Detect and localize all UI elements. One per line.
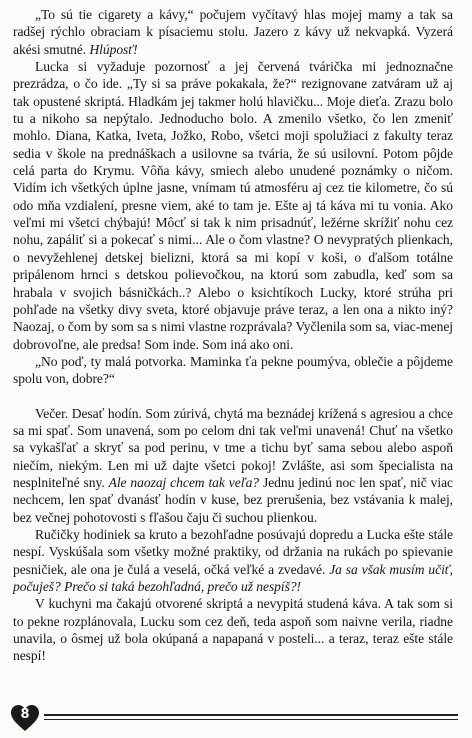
paragraph-4 bbox=[13, 405, 453, 526]
paragraph-4-tail: Jednu jedinú noc len spať, nič viac nechcem, len spať dvanásť hodín v kuse, bez prerušenia, bez vstávania k malej, bez večnej pohotovosti s fľašou čaju či suchou plienkou. bbox=[13, 474, 454, 525]
paragraph-3: „No poď, ty malá potvorka. Maminka ťa pekne poumýva, oblečie a pôjdeme spolu von, dobre?“ bbox=[13, 353, 453, 387]
paragraph-2: Lucka si vyžaduje pozornosť a jej červená tvárička mi jednoznačne prezrádza, o čo ide. „Ty si sa práve pokakala, že?“ rezignovane zatváram už aj tak opustené skriptá. Hladkám jej takmer holú hlavičku... Moje dieťa. Zrazu bolo tu a nikoho sa nepýtalo. Jednoducho bolo. A zmenilo všetko, čo len zmeniť mohlo. Diana, Katka, Iveta, Jožko, Robo, všetci moji spolužiaci z fakulty teraz sedia v škole na prednáškach a usilovne sa tvária, že sú usilovní. Potom pôjde celá parta do Krymu. Vôňa kávy, smiech alebo unudené poznámky o ničom. Vidím ich všetkých úplne jasne, vnímam tú atmosféru aj cez tie kilometre, čo sú odo mňa vzdialení, presne viem, aké to tam je. Ešte aj tá káva mi tu vonia. Ako veľmi mi všetci chýbajú! Môcť si tak k nim prisadnúť, ležérne skrížiť nohu cez nohu, zapáliť si a pokecať s nimi... Ale o čom vlastne? O nevypratých plienkach, o nevyžehlenej detskej bielizni, ktorá sa mi kopí v koši, o ďalšom totálne pripálenom hrnci s detskou polievočkou, na ktorú som zabudla, keď som sa hrabala v svojich básničkách..? Alebo o ksichtíkoch Lucky, ktoré strúha pri pohľade na všetky divy sveta, ktoré objavuje práve teraz, a len ona a nikto iný? Naozaj, o čom by som sa s nimi vlastne rozprávala? Vyčlenila som sa, viac-menej dobrovoľne, ale predsa! Som inde. Som iná ako oni. bbox=[13, 59, 453, 352]
paragraph-1-italic: Hlúposť! bbox=[89, 41, 138, 57]
paragraph-1 bbox=[13, 6, 453, 58]
paragraph-5 bbox=[13, 526, 453, 595]
paragraph-6: V kuchyni ma čakajú otvorené skriptá a nevypitá studená káva. A tak som si to pekne rozplánovala, Lucku som cez deň, teda aspoň som naivne verila, riadne unavila, o ôsmej už bola okúpaná a napapaná v posteli... a teraz, teraz ešte stále nespí! bbox=[13, 596, 453, 664]
paragraph-4-italic: Ale naozaj chcem tak veľa? bbox=[108, 474, 260, 490]
page-text bbox=[13, 6, 453, 665]
page-footer bbox=[2, 700, 468, 734]
paragraph-5-italic: Ja sa však musím učiť, počuješ? Prečo si taká bezohľadná, prečo už nespíš?! bbox=[13, 561, 453, 594]
page-number: 8 bbox=[20, 707, 30, 722]
footer-rule-thin bbox=[44, 719, 458, 720]
paragraph-1-text: „To sú tie cigarety a kávy,“ počujem vyčítavý hlas mojej mamy a tak sa radšej rýchlo obraciam k písaciemu stolu. Jazero z kávy už nekvapká. Vyzerá akési smutné. bbox=[13, 7, 453, 57]
paragraph-5-text: Ručičky hodiniek sa kruto a bezohľadne posúvajú dopredu a Lucka ešte stále nespí. Vyskúšala som všetky možné praktiky, od držania na rukách po spievanie pesničiek, ale ona je čulá a veselá, očká veľké a zvedavé. bbox=[13, 526, 453, 577]
paragraph-4-text: Večer. Desať hodín. Som zúrivá, chytá ma beznádej krížená s agresiou a chce sa mi spať. Som unavená, som po celom dni tak veľmi unavená! Chuť na všetko sa vykašľať a skryť sa pod perinu, v tme a tichu byť sama sebou alebo aspoň niečím, niekým. Len mi už dajte všetci pokoj! Zvlášte, asi som špecialista na nesplniteľné sny. bbox=[13, 405, 453, 490]
footer-rule-thick bbox=[44, 714, 458, 716]
